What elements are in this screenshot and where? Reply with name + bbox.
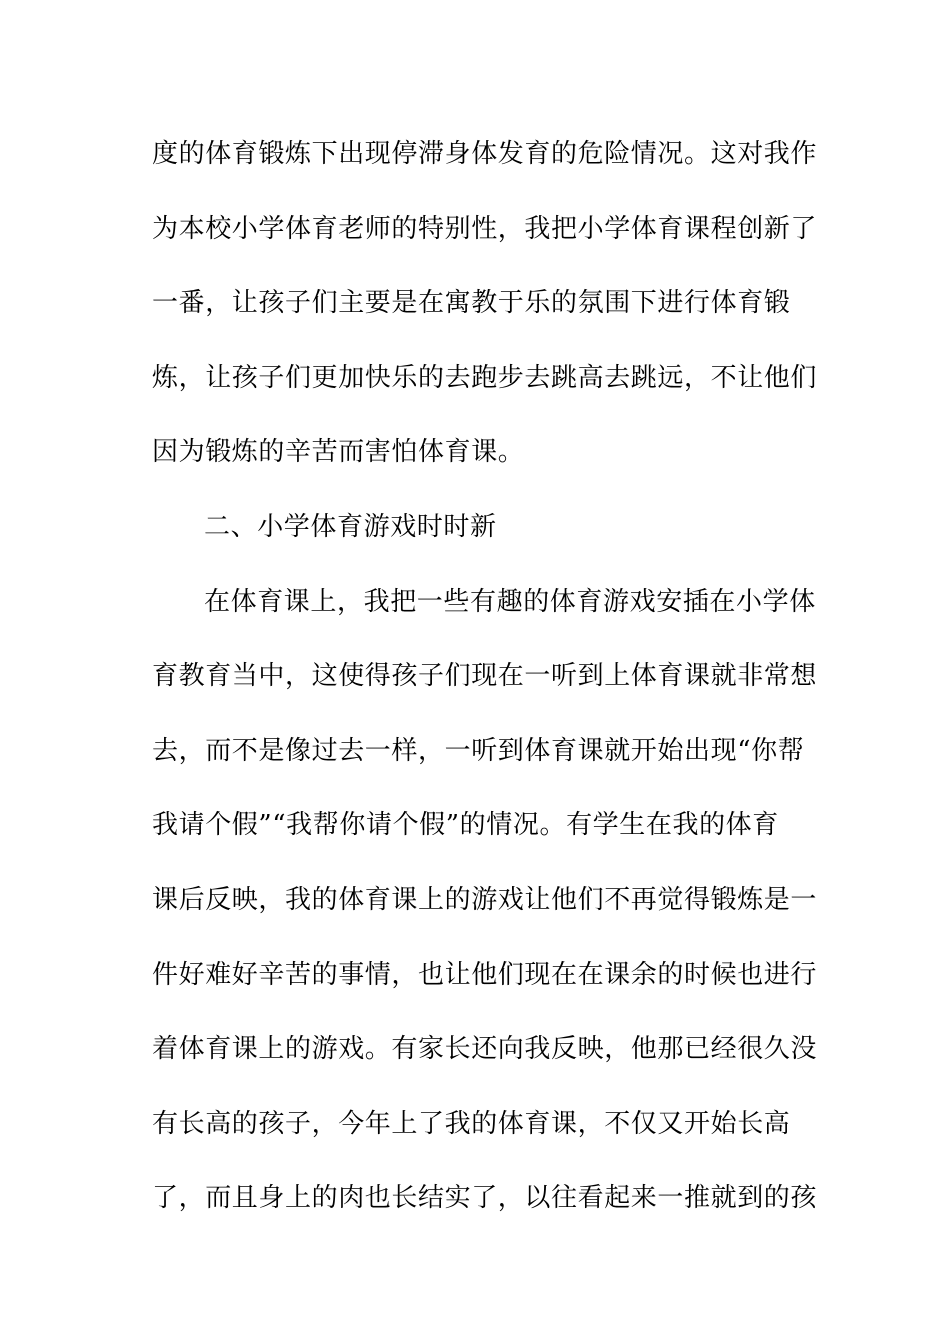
text-line: 炼，让孩子们更加快乐的去跑步去跳高去跳远，不让他们 bbox=[152, 362, 818, 393]
text-line: 育教育当中，这使得孩子们现在一听到上体育课就非常想 bbox=[152, 661, 818, 692]
text-line: 有长高的孩子，今年上了我的体育课，不仅又开始长高 bbox=[152, 1108, 791, 1139]
text-line: 我请个假”“我帮你请个假”的情况。有学生在我的体育 bbox=[152, 810, 779, 841]
text-line: 件好难好辛苦的事情，也让他们现在在课余的时候也进行 bbox=[152, 959, 818, 990]
paragraph-continuation bbox=[152, 128, 818, 501]
text-line: 课后反映，我的体育课上的游戏让他们不再觉得锻炼是一 bbox=[152, 884, 818, 915]
paragraph-section-2 bbox=[152, 576, 818, 1247]
text-line: 着体育课上的游戏。有家长还向我反映，他那已经很久没 bbox=[152, 1034, 818, 1065]
section-heading: 二、小学体育游戏时时新 bbox=[204, 511, 497, 542]
text-line: 一番，让孩子们主要是在寓教于乐的氛围下进行体育锻 bbox=[152, 288, 791, 319]
text-line: 为本校小学体育老师的特别性，我把小学体育课程创新了 bbox=[152, 213, 818, 244]
text-line: 因为锻炼的辛苦而害怕体育课。 bbox=[152, 437, 525, 468]
text-line: 去，而不是像过去一样，一听到体育课就开始出现“你帮 bbox=[152, 735, 805, 766]
text-line: 度的体育锻炼下出现停滞身体发育的危险情况。这对我作 bbox=[152, 139, 818, 169]
text-line: 了，而且身上的肉也长结实了，以往看起来一推就到的孩 bbox=[152, 1183, 818, 1214]
document-body bbox=[152, 128, 818, 1247]
text-line: 在体育课上，我把一些有趣的体育游戏安插在小学体 bbox=[204, 586, 816, 617]
